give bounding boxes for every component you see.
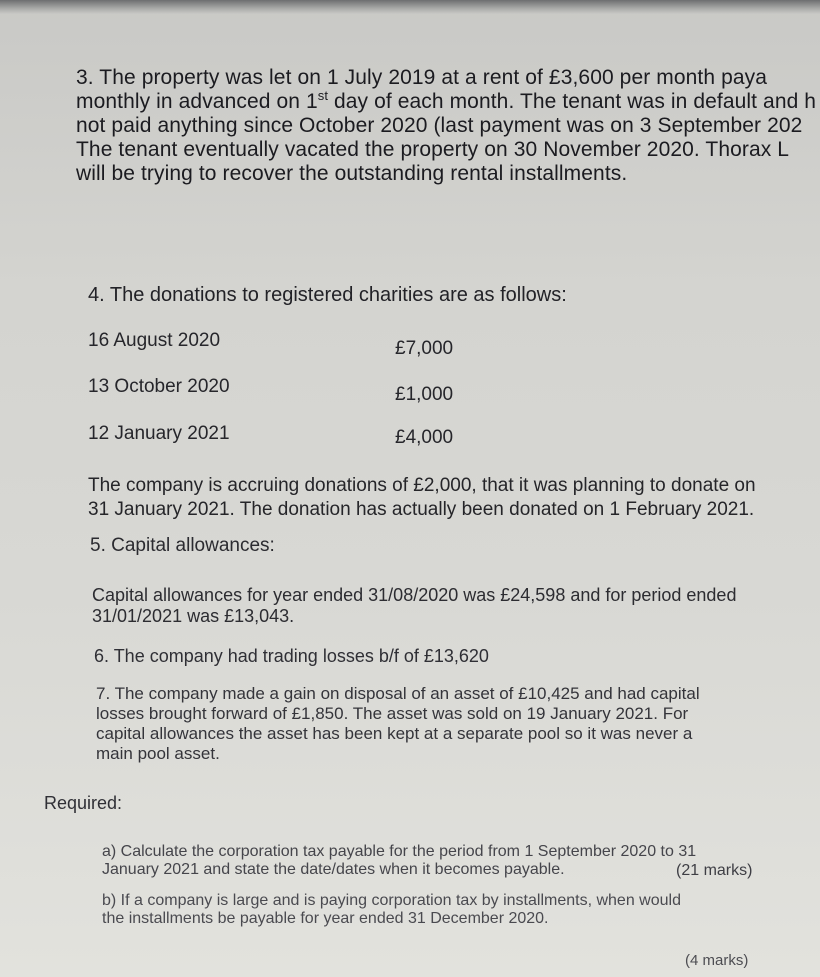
section-4-heading: 4. The donations to registered charities are as follows: (88, 284, 567, 306)
donations-note-line: 31 January 2021. The donation has actually been donated on 1 February 2021. (88, 499, 755, 520)
section-3-line-1: 3. The property was let on 1 July 2019 at a rent of £3,600 per month paya (76, 66, 768, 89)
section-3-line-2-rest: day of each month. The tenant was in default and h (328, 90, 817, 113)
section-7-line: losses brought forward of £1,850. The asset was sold on 19 January 2021. For (96, 704, 689, 723)
question-b-marks: (4 marks) (685, 952, 749, 969)
donation-date: 16 August 2020 (88, 330, 221, 351)
donation-amount: £4,000 (395, 427, 454, 448)
donation-amount: £1,000 (395, 384, 454, 405)
donations-note-line: The company is accruing donations of £2,000, that it was planning to donate on (88, 475, 756, 496)
section-5-heading: 5. Capital allowances: (90, 535, 275, 556)
section-7-line: 7. The company made a gain on disposal of an asset of £10,425 and had capital (96, 684, 700, 703)
question-b (102, 892, 681, 928)
section-3-line-2 (76, 90, 816, 114)
question-a (102, 843, 696, 879)
section-3-ordinal-suffix: st (317, 88, 329, 103)
donation-date: 13 October 2020 (88, 376, 230, 397)
section-3-line-4: The tenant eventually vacated the property on 30 November 2020. Thorax L (76, 138, 790, 161)
question-a-line: a) Calculate the corporation tax payable for the period from 1 September 2020 to 31 (102, 843, 697, 860)
donation-amount: £7,000 (395, 338, 454, 359)
page-top-shadow (0, 0, 820, 14)
section-3-line-3: not paid anything since October 2020 (last payment was on 3 September 202 (76, 114, 803, 137)
section-3-line-2-start: monthly in advanced on 1 (76, 90, 318, 113)
section-7-paragraph (96, 684, 700, 764)
required-heading: Required: (44, 793, 123, 813)
question-a-line: January 2021 and state the date/dates when it becomes payable. (102, 861, 565, 878)
capital-allowances-line: 31/01/2021 was £13,043. (92, 606, 295, 626)
question-b-line: the installments be payable for year ended 31 December 2020. (102, 910, 549, 927)
donation-date: 12 January 2021 (88, 423, 230, 444)
question-b-line: b) If a company is large and is paying corporation tax by installments, when would (102, 892, 681, 909)
section-6-trading-losses: 6. The company had trading losses b/f of £13,620 (94, 646, 489, 666)
section-7-line: capital allowances the asset has been kept at a separate pool so it was never a (96, 724, 693, 743)
donations-note (88, 474, 756, 522)
section-3-paragraph (76, 66, 816, 186)
question-a-marks: (21 marks) (676, 862, 753, 879)
capital-allowances-text (92, 585, 736, 627)
section-3-line-5: will be trying to recover the outstanding rental installments. (76, 162, 628, 185)
section-7-line: main pool asset. (96, 744, 220, 763)
capital-allowances-line: Capital allowances for year ended 31/08/2020 was £24,598 and for period ended (92, 585, 737, 605)
